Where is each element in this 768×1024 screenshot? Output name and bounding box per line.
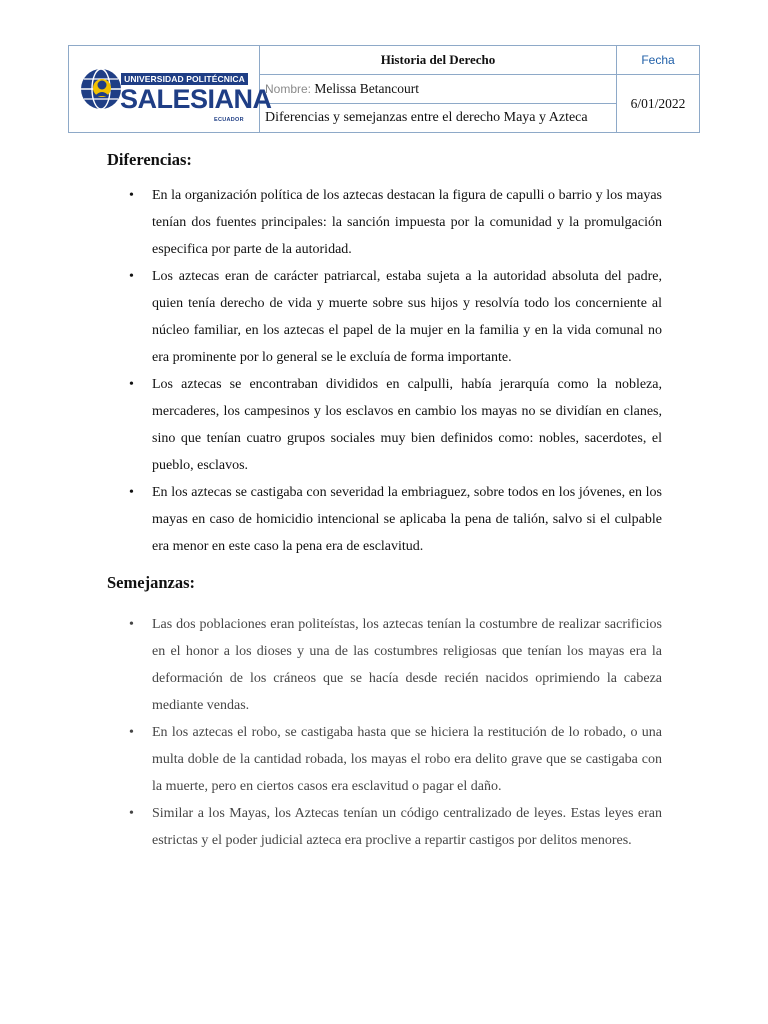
diferencias-list [152, 182, 662, 560]
list-item: • En los aztecas el robo, se castigaba hasta que se hiciera la restitución de lo robado, o una multa doble de la cantidad robada, los mayas el robo era delito grave que se castigaba con la muerte, pero en ciertos casos era esclavitud o pagar el daño. [152, 719, 662, 800]
university-logo [69, 46, 272, 132]
list-item: • En los aztecas se castigaba con severidad la embriaguez, sobre todos en los jóvenes, en los mayas en caso de homicidio intencional se aplicaba la pena de talión, salvo si el culpable era menor en este caso la pena era de esclavitud. [152, 479, 662, 560]
list-item: • Los aztecas eran de carácter patriarcal, estaba sujeta a la autoridad absoluta del padre, quien tenía derecho de vida y muerte sobre sus hijos y resolvía todo los concerniente al núcleo familiar, en los aztecas el papel de la mujer en la familia y en la vida comunal no era prominente por lo general se le excluía de forma importante. [152, 263, 662, 371]
student-name: Melissa Betancourt [314, 81, 419, 96]
header-table [68, 45, 700, 133]
list-item: • Los aztecas se encontraban divididos en calpulli, había jerarquía como la nobleza, mercaderes, los campesinos y los esclavos en cambio los mayas no se dividían en clanes, sino que tenían cuatro grupos sociales muy bien definidos como: nobles, sacerdotes, el pueblo, esclavos. [152, 371, 662, 479]
logo-line-2: SALESIANA [120, 84, 272, 114]
globe-icon [80, 68, 122, 110]
diferencias-heading: Diferencias: [107, 150, 192, 169]
logo-line-3: ECUADOR [214, 117, 244, 123]
fecha-label: Fecha [617, 46, 700, 75]
date-value: 6/01/2022 [617, 75, 700, 133]
list-item: • Similar a los Mayas, los Aztecas tenían un código centralizado de leyes. Estas leyes eran estrictas y el poder judicial azteca era proclive a repartir castigos por delitos menores. [152, 800, 662, 854]
list-item: • Las dos poblaciones eran politeístas, los aztecas tenían la costumbre de realizar sacrificios en el honor a los dioses y una de las costumbres religiosas que tenían los mayas era la deformación de los cráneos que se hacía desde recién nacidos oprimiendo la cabeza mediante vendas. [152, 611, 662, 719]
logo-cell [69, 46, 272, 133]
semejanzas-heading: Semejanzas: [107, 573, 195, 592]
course-title: Historia del Derecho [260, 46, 617, 75]
list-item: • En la organización política de los aztecas destacan la figura de capulli o barrio y los mayas tenían dos fuentes principales: la sanción impuesta por la comunidad y la promulgación especifica por parte de la autoridad. [152, 182, 662, 263]
semejanzas-list [152, 611, 662, 854]
topic-title: Diferencias y semejanzas entre el derecho Maya y Azteca [260, 104, 617, 133]
nombre-label: Nombre: [265, 82, 312, 96]
logo-line-1: UNIVERSIDAD POLITÉCNICA [121, 73, 248, 85]
student-name-cell [260, 75, 617, 104]
